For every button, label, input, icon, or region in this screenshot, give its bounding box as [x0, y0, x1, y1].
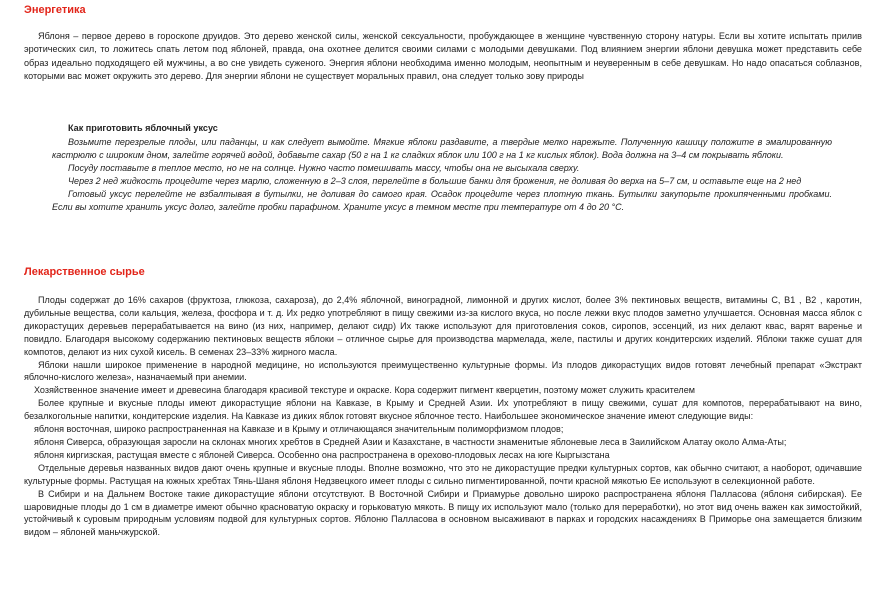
recipe-title: Как приготовить яблочный уксус	[68, 123, 218, 133]
raw-paragraph: В Сибири и на Дальнем Востоке такие дикорастущие яблони отсутствуют. В Восточной Сибири и Приамурье довольно широко распространена яблоня Палласова (яблоня сибирская). Ее шаровидные плоды до 1 см в диаметре имеют обычно красноватую окраску и горьковатую мякоть. В пищу их используют мало (только для переработки), но этот вид очень важен как зимостойкий, устойчивый к суровым природным условиям подвой для культурных сортов. Яблоню Палласова в основном высаживают в парках и городских насаждениях В Приморье она замещается близким видом – яблоней маньчжурской.	[24, 488, 862, 538]
raw-paragraph: Яблоки нашли широкое применение в народной медицине, но используются преимущественно культурные формы. Из плодов дикорастущих видов готовят лечебный препарат «Экстракт яблочно-кислого железа», назначаемый при анемии.	[24, 359, 862, 383]
raw-paragraph: Плоды содержат до 16% сахаров (фруктоза, глюкоза, сахароза), до 2,4% яблочной, виноградной, лимонной и других кислот, более 3% пектиновых веществ, витамины С, В1 , В2 , каротин, дубильные вещества, соли кальция, железа, фосфора и т. д. Их редко употребляют в пищу свежими из-за кислого вкуса, но после лежки вкус плодов заметно улучшается. Основная масса яблок с дикорастущих деревьев перерабатывается на вино (из них, например, делают сидр) Их также используют для приготовления соков, сиропов, эссенций, из них делают квас, варят варенье и повидло. Благодаря высокому содержанию пектиновых веществ яблоки – отличное сырье для производства мармелада, желе, пастилы и других кондитерских изделий. Яблоки также сушат для компотов, делают из них сухой кисель. В семенах 23–33% жирного масла.	[24, 295, 862, 357]
recipe-paragraph: Посуду поставьте в теплое место, но не на солнце. Нужно часто помешивать массу, чтобы она не высыхала сверху.	[68, 162, 580, 173]
section-heading-energy: Энергетика	[24, 4, 86, 16]
recipe-paragraph: Через 2 нед жидкость процедите через марлю, сложенную в 2–3 слоя, перелейте в большие банки для брожения, не доливая до верха на 5–7 см, и оставьте еще на 2 нед	[68, 175, 802, 186]
raw-material-block	[24, 294, 862, 539]
raw-paragraph: Отдельные деревья названных видов дают очень крупные и вкусные плоды. Вполне возможно, что это не дикорастущие предки культурных сортов, как обычно считают, а наоборот, одичавшие культурные формы. Растущая на южных хребтах Тянь-Шаня яблоня Недзвецкого имеет плоды с сильно пигментированной, почти красной мякотью Ее используют в селекционной работе.	[24, 462, 862, 486]
species-list-item: яблоня киргизская, растущая вместе с яблоней Сиверса. Особенно она распространена в орехово-плодовых лесах на юге Кыргызстана	[34, 449, 610, 460]
species-list-item: яблоня восточная, широко распространенная на Кавказе и в Крыму и отличающаяся значительным полиморфизмом плодов;	[34, 424, 564, 435]
energy-paragraph: Яблоня – первое дерево в гороскопе друидов. Это дерево женской силы, женской сексуальности, пробуждающее в женщине чувственную сторону натуры. Если вы хотите испытать прилив эротических сил, то ложитесь спать летом под яблоней, правда, она охотнее делится своими силами с молодыми девушками. Под влиянием энергии яблони девушка может представить себе образ идеально подходящего ей мужчины, а во сне увидеть суженого. Энергия яблони необходима именно молодым, неопытным и неуверенным в себе девушкам. Но надо опасаться соблазнов, которыми вас может окружить это дерево. Для энергии яблони не существует моральных правил, она следует только зову природы	[24, 31, 862, 82]
section-heading-raw-material: Лекарственное сырье	[24, 266, 145, 278]
recipe-paragraph: Готовый уксус перелейте не взбалтывая в бутылки, не доливая до самого края. Осадок процедите через плотную ткань. Бутылки закупорьте прокипяченными пробками. Если вы хотите хранить уксус долго, залейте пробки парафином. Храните уксус в темном месте при температуре от 4 до 20 °С.	[52, 188, 832, 212]
recipe-paragraph: Возьмите перезрелые плоды, или паданцы, и как следует вымойте. Мягкие яблоки раздавите, а твердые мелко нарежьте. Полученную кашицу положите в эмалированную кастрюлю с широким дном, залейте горячей водой, добавьте сахар (50 г на 1 кг сладких яблок или 100 г на 1 кг кислых яблок). Вода должна на 3–4 см покрывать яблоки.	[52, 137, 832, 160]
recipe-block	[52, 122, 832, 213]
raw-paragraph: Более крупные и вкусные плоды имеют дикорастущие яблони на Кавказе, в Крыму и Средней Азии. Их употребляют в пищу свежими, сушат для компотов, перерабатывают на вино, безалкогольные напитки, кондитерские изделия. На Кавказе из диких яблок готовят вкусное яблочное тесто. Наибольшее экономическое значение имеют следующие виды:	[24, 398, 862, 422]
raw-paragraph: Хозяйственное значение имеет и древесина благодаря красивой текстуре и окраске. Кора содержит пигмент кверцетин, поэтому может служить красителем	[34, 385, 695, 396]
species-list-item: яблоня Сиверса, образующая заросли на склонах многих хребтов в Средней Азии и Казахстане, в частности знаменитые яблоневые леса в Заилийском Алатау около Алма-Аты;	[34, 436, 787, 447]
